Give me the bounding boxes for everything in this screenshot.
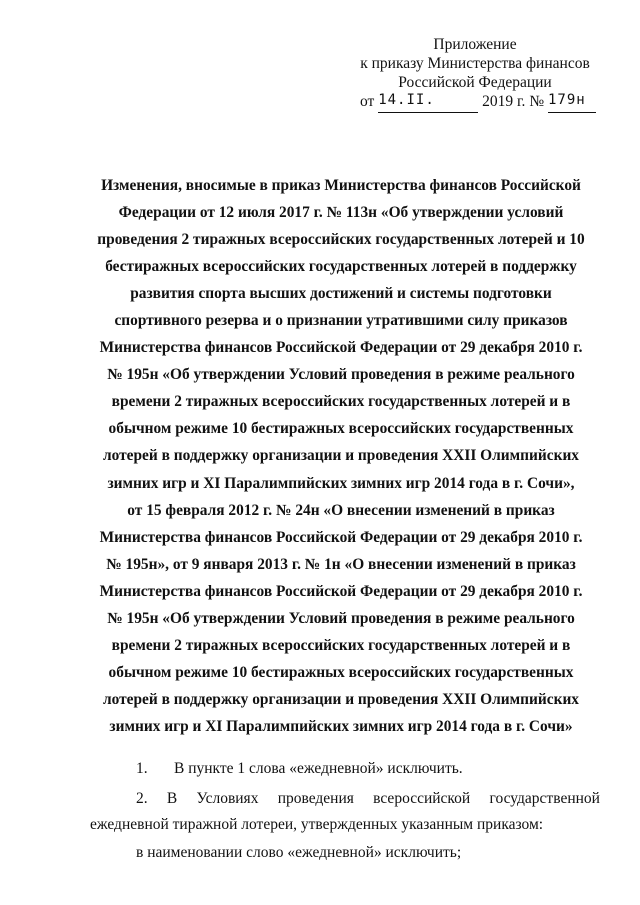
appendix-order-ref: к приказу Министерства финансов xyxy=(360,55,590,72)
title-line: обычном режиме 10 бестиражных всероссийских государственных xyxy=(108,420,574,438)
title-line: Федерации от 12 июля 2017 г. № 113н «Об утверждении условий xyxy=(118,204,564,222)
number-sign: № xyxy=(529,93,545,110)
title-line: развития спорта высших достижений и системы подготовки xyxy=(130,285,552,303)
item-1 xyxy=(136,760,463,778)
order-number-handwritten: 179н xyxy=(547,92,586,108)
item-1-number: 1. xyxy=(136,760,148,777)
item-2-word: государственной xyxy=(489,790,600,807)
title-line: лотерей в поддержку организации и проведения XXII Олимпийских xyxy=(102,447,580,465)
item-1-text: В пункте 1 слова «ежедневной» исключить. xyxy=(174,760,463,777)
title-line: лотерей в поддержку организации и проведения XXII Олимпийских xyxy=(102,690,580,708)
title-line: № 195н «Об утверждении Условий проведения в режиме реального xyxy=(107,366,575,384)
title-line: обычном режиме 10 бестиражных всероссийских государственных xyxy=(108,663,574,681)
appendix-date-line xyxy=(360,92,600,113)
appendix-title: Приложение xyxy=(433,36,517,53)
title-line: спортивного резерва и о признании утратившими силу приказов xyxy=(114,312,568,330)
order-number-field xyxy=(548,92,596,113)
item-2-word: В xyxy=(166,790,178,807)
title-line: Министерства финансов Российской Федерации от 29 декабря 2010 г. xyxy=(99,339,583,357)
title-line: № 195н «Об утверждении Условий проведения в режиме реального xyxy=(107,609,575,627)
item-2-first-line xyxy=(136,790,600,808)
title-line: Министерства финансов Российской Федерации от 29 декабря 2010 г. xyxy=(99,582,583,600)
item-2-word: Условиях xyxy=(196,790,259,807)
document-title xyxy=(90,172,592,740)
item-2-word: всероссийской xyxy=(373,790,471,807)
appendix-block xyxy=(350,35,600,113)
date-day-handwritten: 14.II. xyxy=(378,92,435,108)
item-3-text: в наименовании слово «ежедневной» исключить; xyxy=(136,844,462,861)
title-line: от 15 февраля 2012 г. № 24н «О внесении изменений в приказ xyxy=(127,501,555,519)
title-line: Изменения, вносимые в приказ Министерства финансов Российской xyxy=(101,177,581,194)
item-2-number: 2. xyxy=(136,790,148,807)
title-line: № 195н», от 9 января 2013 г. № 1н «О внесении изменений в приказ xyxy=(106,555,576,573)
date-day-field xyxy=(378,92,478,113)
appendix-federation: Российской Федерации xyxy=(398,74,552,91)
title-line: зимних игр и XI Паралимпийских зимних игр 2014 года в г. Сочи» xyxy=(109,717,573,735)
title-line: проведения 2 тиражных всероссийских государственных лотерей и 10 xyxy=(97,231,585,249)
title-line: бестиражных всероссийских государственных лотерей в поддержку xyxy=(105,258,577,276)
title-line: времени 2 тиражных всероссийских государственных лотерей и в xyxy=(111,636,571,654)
item-2-word: проведения xyxy=(277,790,354,807)
title-line: времени 2 тиражных всероссийских государственных лотерей и в xyxy=(111,393,571,411)
item-2-continuation: ежедневной тиражной лотереи, утвержденных указанным приказом: xyxy=(90,816,544,833)
date-year: 2019 г. xyxy=(482,93,526,110)
title-line: зимних игр и XI Паралимпийских зимних игр 2014 года в г. Сочи», xyxy=(107,474,575,492)
title-line: Министерства финансов Российской Федерации от 29 декабря 2010 г. xyxy=(99,528,583,546)
date-prefix: от xyxy=(360,93,375,110)
